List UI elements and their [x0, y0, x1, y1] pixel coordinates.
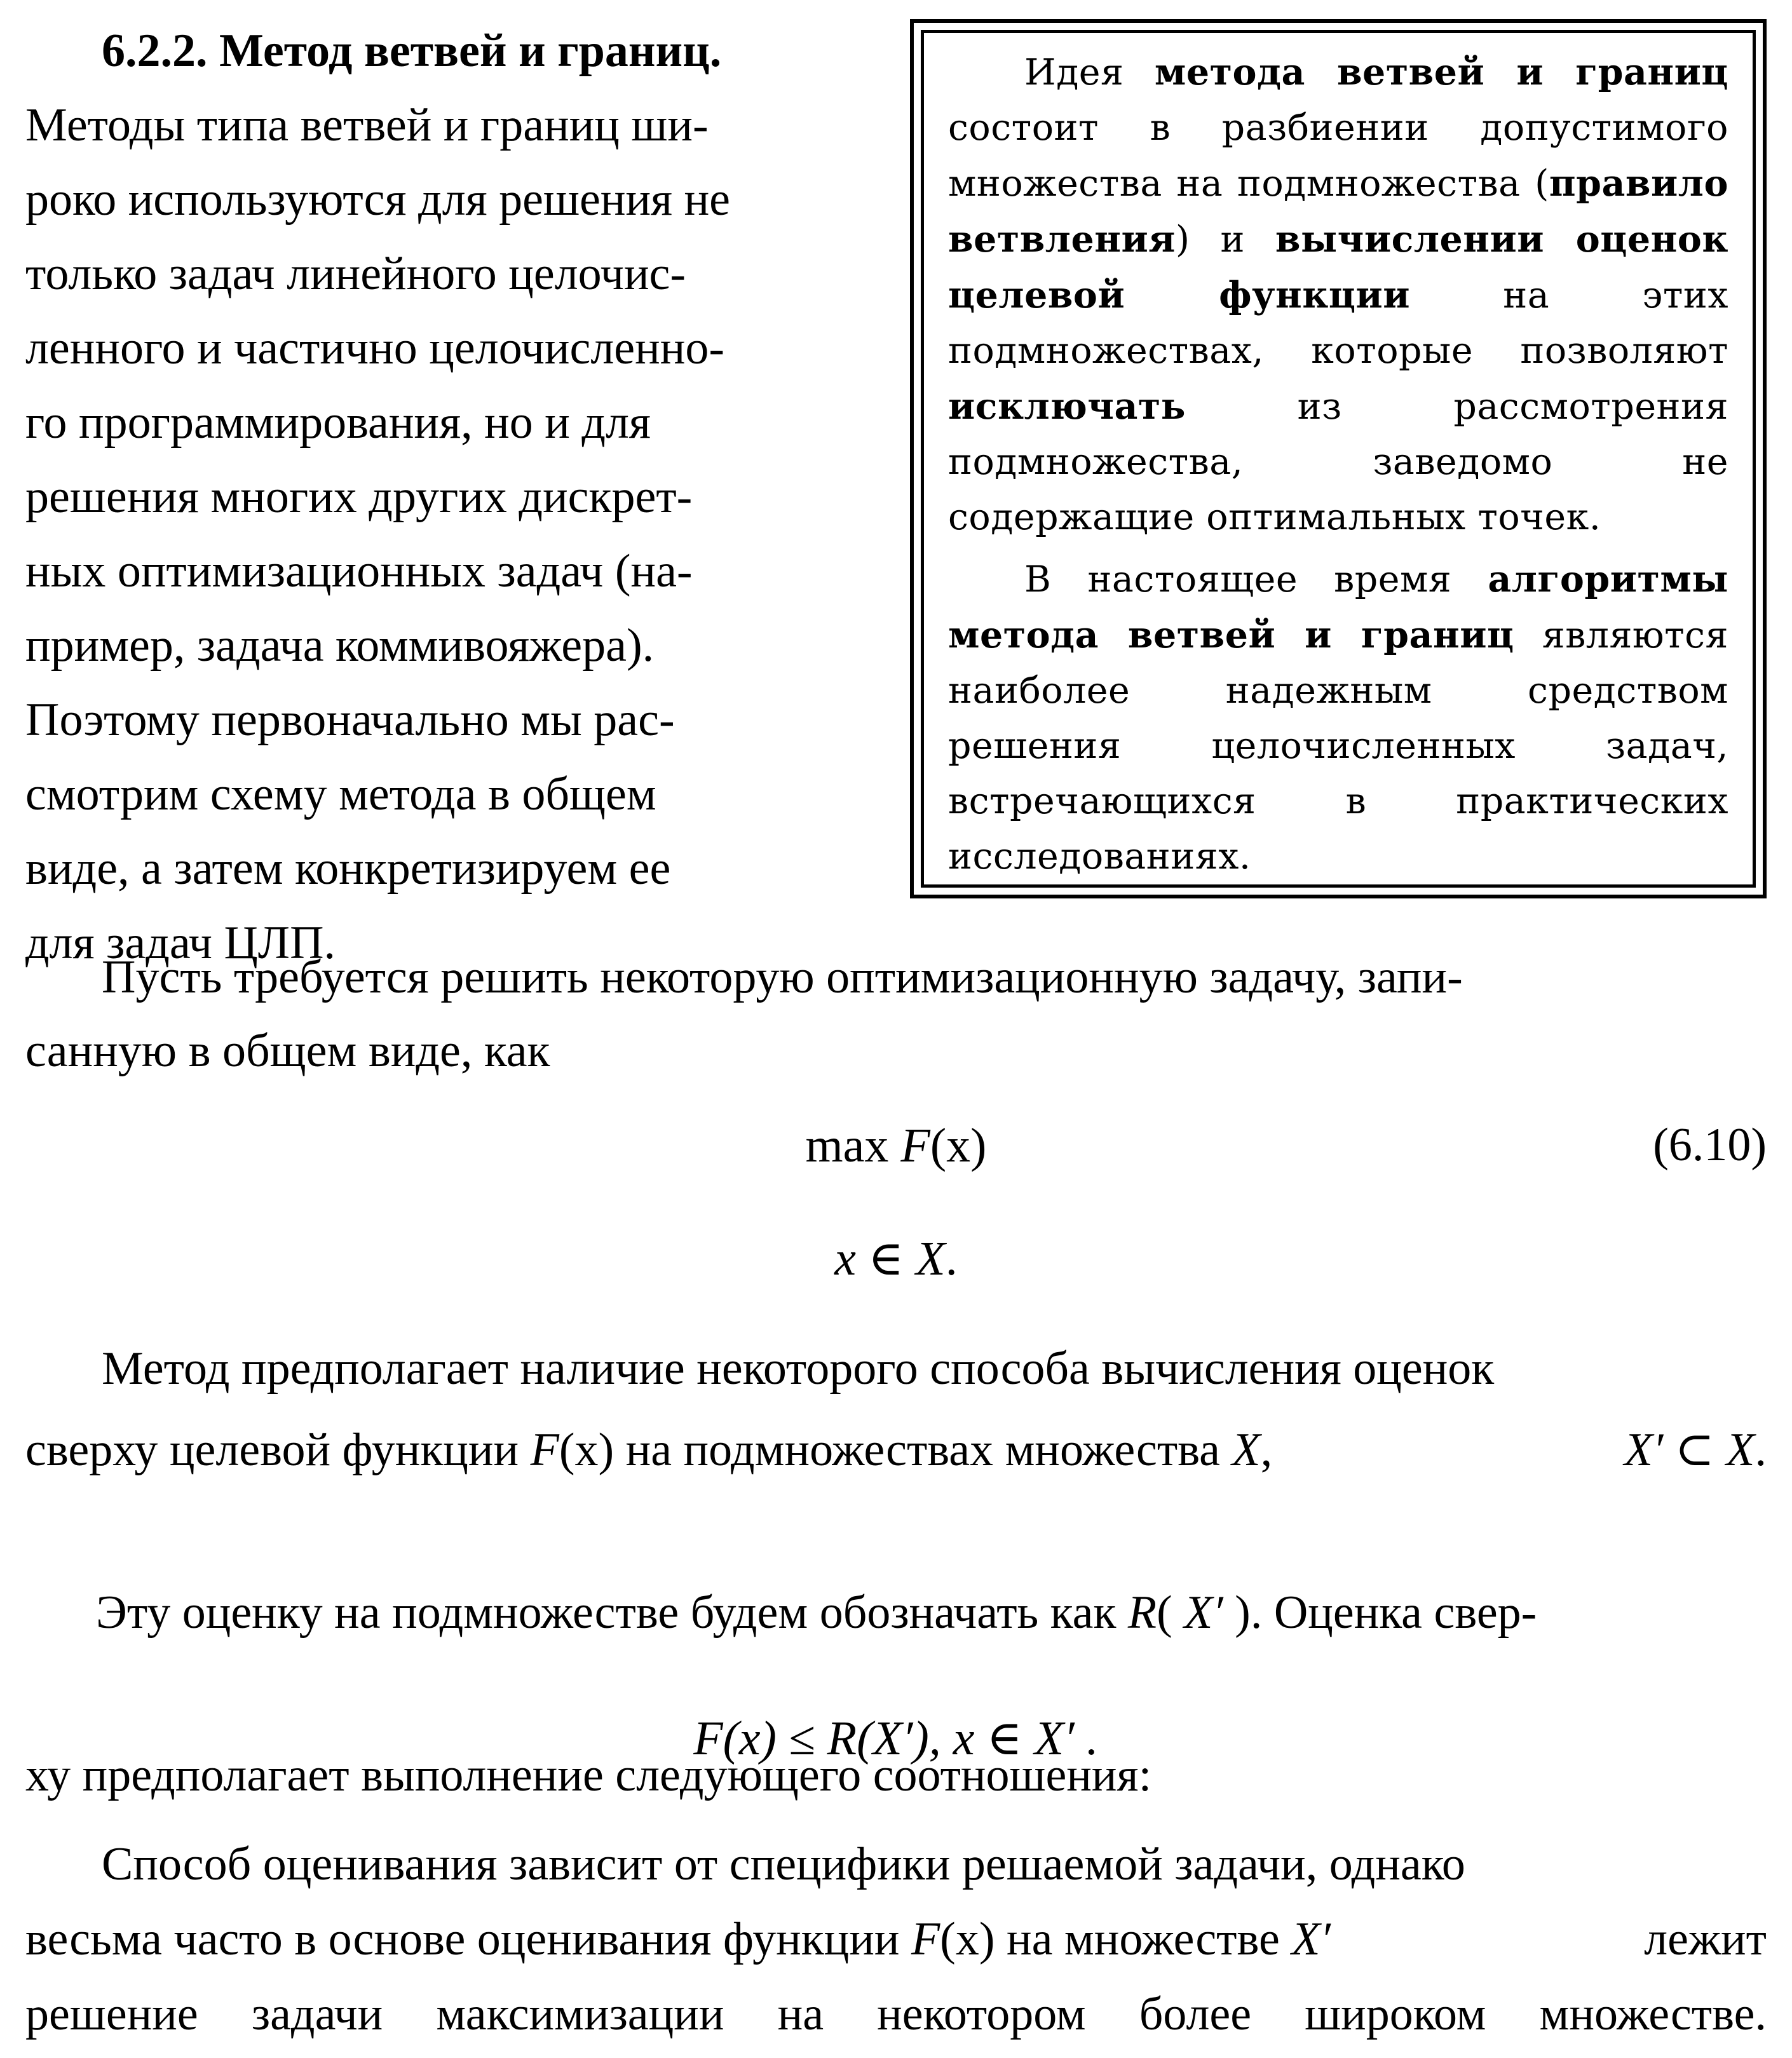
sidebar-bold: вычислении оценок целевой функции — [948, 218, 1728, 316]
text-run: лежит — [1632, 1913, 1767, 1965]
left-line: роко используются для решения не — [25, 173, 731, 226]
paragraph-line — [25, 1491, 1767, 1735]
text-run: ( — [1157, 1587, 1184, 1639]
paragraph-line: ху предполагает выполнение следующего соотношения: — [25, 1749, 1152, 1801]
sidebar-text: на этих подмножествах, которые позволяют — [948, 274, 1728, 372]
formula-max: max — [805, 1119, 901, 1172]
left-line: смотрим схему метода в общем — [25, 768, 656, 820]
math-arg: (x) — [559, 1424, 614, 1476]
sidebar-bold: правило ветвления — [948, 162, 1728, 261]
sidebar-text: Идея — [1024, 51, 1155, 93]
sidebar-box — [910, 19, 1767, 898]
math-F: F — [530, 1424, 559, 1476]
left-line: для задач ЦЛП. — [25, 917, 336, 969]
paragraph-line: Способ оценивания зависит от специфики решаемой задачи, однако — [102, 1838, 1465, 1890]
left-line: решения многих других дискрет- — [25, 471, 693, 523]
math-X: X — [1232, 1424, 1261, 1476]
left-line: го программирования, но и для — [25, 396, 651, 449]
formula-x: x — [834, 1232, 857, 1285]
left-line: виде, а затем конкретизируем ее — [25, 843, 671, 895]
math-subset: X′ ⊂ X — [1624, 1424, 1755, 1476]
formula-inequality-text: F(x) ≤ R(X′), x ∈ X′ . — [693, 1712, 1099, 1765]
heading-line — [25, 14, 865, 88]
formula-arg: (x) — [930, 1119, 987, 1172]
paragraph-line: решение задачи максимизации на некотором более широком множестве. — [25, 1988, 1767, 2040]
left-column-text — [25, 14, 865, 980]
left-line: Методы типа ветвей и границ ши- — [25, 99, 709, 151]
math-R: R — [1127, 1587, 1157, 1639]
sidebar-paragraph-2 — [948, 552, 1728, 884]
text-run: , — [1260, 1424, 1273, 1476]
left-line: ленного и частично целочисленно- — [25, 322, 724, 374]
text-run: Эту оценку на подмножестве будем обозначать как — [96, 1587, 1128, 1639]
equation-number: (6.10) — [1653, 1119, 1767, 1171]
sidebar-paragraph-1 — [948, 44, 1728, 545]
sidebar-bold: исключать — [948, 385, 1186, 428]
text-run: ). Оценка свер- — [1223, 1587, 1537, 1639]
left-line: пример, задача коммивояжера). — [25, 619, 655, 672]
left-line: ных оптимизационных задач (на- — [25, 545, 693, 597]
math-F: F — [911, 1913, 940, 1965]
paragraph-3 — [25, 1827, 1767, 2052]
text-run: на подмножествах множества — [614, 1424, 1232, 1476]
left-line: Поэтому первоначально мы рас- — [25, 694, 675, 746]
math-X-prime: X′ — [1184, 1587, 1223, 1639]
formula-in: ∈ — [856, 1232, 916, 1285]
formula-inequality — [0, 1709, 1792, 1766]
formula-F: F — [900, 1119, 930, 1172]
paragraph-line: санную в общем виде, как — [25, 1025, 550, 1077]
formula-dot: . — [945, 1232, 958, 1285]
sidebar-text: В настоящее время — [1024, 559, 1488, 600]
paragraph-line: Пусть требуется решить некоторую оптимизационную задачу, запи- — [102, 951, 1463, 1003]
sidebar-text: являются наиболее надежным средством решения целочисленных задач, встречающихся в практических исследованиях. — [948, 614, 1728, 877]
math-arg: (x) — [940, 1913, 995, 1965]
sidebar-bold: алгоритмы метода ветвей и границ — [948, 558, 1728, 656]
text-run: . — [1755, 1424, 1767, 1476]
sidebar-box-inner — [921, 30, 1756, 888]
sidebar-text: ) и — [1175, 219, 1275, 261]
text-run: весьма часто в основе оценивания функции — [25, 1913, 911, 1965]
paragraph-line — [25, 1902, 1767, 1977]
sidebar-text: из рассмотрения подмножества, заведомо не содержащие оптимальных точек. — [948, 386, 1728, 538]
math-X-prime: X′ — [1291, 1913, 1331, 1965]
left-line: только задач линейного целочис- — [25, 248, 686, 300]
text-run: сверху целевой функции — [25, 1424, 531, 1476]
text-run: на множестве — [994, 1913, 1292, 1965]
formula-objective — [0, 1118, 1792, 1174]
section-heading: 6.2.2. Метод ветвей и границ. — [102, 25, 722, 77]
paragraph-1 — [25, 940, 1767, 1088]
paragraph-line — [25, 1409, 1767, 1491]
paragraph-line: Метод предполагает наличие некоторого способа вычисления оценок — [102, 1343, 1495, 1395]
sidebar-bold: метода ветвей и границ — [1154, 51, 1728, 93]
sidebar-text: состоит в разбиении допустимого множества на подмножества ( — [948, 107, 1728, 205]
formula-X: X — [916, 1232, 946, 1285]
formula-constraint — [0, 1229, 1792, 1287]
